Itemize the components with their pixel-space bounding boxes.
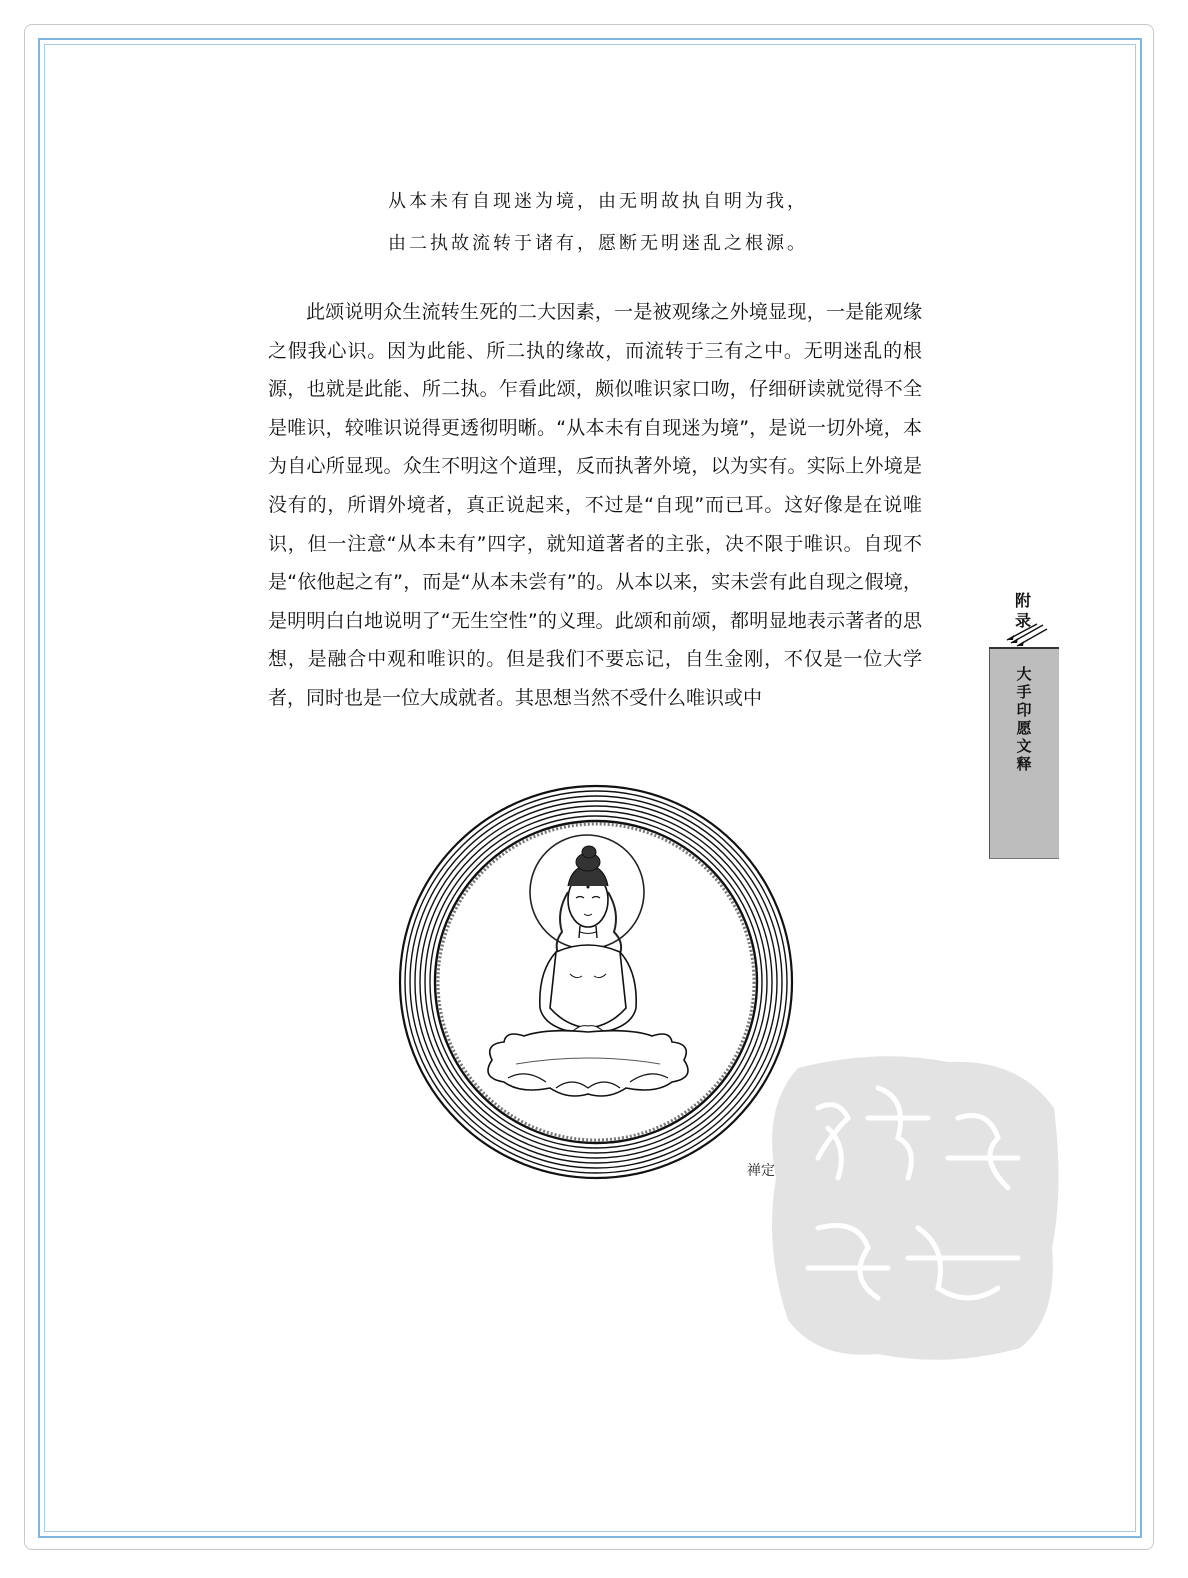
commentary-paragraph: 此颂说明众生流转生死的二大因素，一是被观缘之外境显现，一是能观缘之假我心识。因为此能、所二执的缘故，而流转于三有之中。无明迷乱的根源，也就是此能、所二执。乍看此颂，颇似唯识家口吻，仔细研读就觉得不全是唯识，较唯识说得更透彻明晰。“从本未有自现迷为境”，是说一切外境，本为自心所显现。众生不明这个道理，反而执著外境，以为实有。实际上外境是没有的，所谓外境者，真正说起来，不过是“自现”而已耳。这好像是在说唯识，但一注意“从本未有”四字，就知道著者的主张，决不限于唯识。自现不是“依他起之有”，而是“从本未尝有”的。从本以来，实未尝有此自现之假境，是明明白白地说明了“无生空性”的义理。此颂和前颂，都明显地表示著者的思想，是融合中观和唯识的。但是我们不要忘记，自生金刚，不仅是一位大学者，同时也是一位大成就者。其思想当然不受什么唯识或中: [268, 301, 922, 709]
side-tab-header: [989, 583, 1059, 645]
side-tab-title: 大手印愿文释: [1016, 665, 1032, 773]
verse-line-2: 由二执故流转于诸有，愿断无明迷乱之根源。: [388, 233, 808, 254]
side-tab-section: 附录: [1014, 591, 1031, 630]
arrows-icon: [1005, 623, 1049, 647]
seal-stamp-watermark: [758, 1048, 1068, 1368]
side-tab-body: [989, 649, 1059, 859]
verse-line-1: 从本未有自现迷为境，由无明故执自明为我，: [388, 191, 808, 212]
side-tab: [989, 583, 1059, 859]
meditation-illustration: [396, 782, 796, 1182]
illustration-caption: 禅定: [747, 1163, 775, 1179]
